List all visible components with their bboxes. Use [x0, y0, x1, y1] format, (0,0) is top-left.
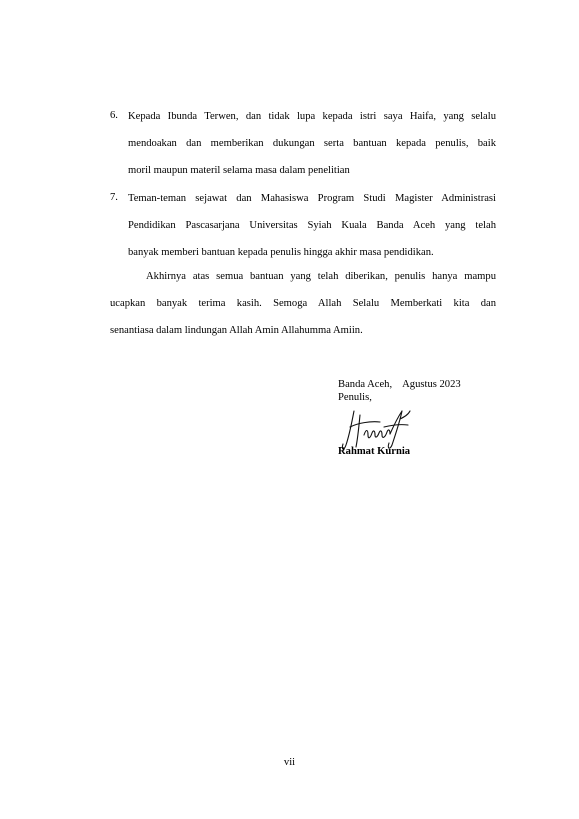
list-item-line: Kepada Ibunda Terwen, dan tidak lupa kepada istri saya Haifa, yang selalu — [128, 111, 496, 122]
list-item-number: 7. — [110, 192, 118, 203]
list-item-number: 6. — [110, 110, 118, 121]
place-date: Banda Aceh, Agustus 2023 — [338, 379, 461, 390]
list-item-line: Teman-teman sejawat dan Mahasiswa Program Studi Magister Administrasi — [128, 193, 496, 204]
paragraph-line: senantiasa dalam lindungan Allah Amin Allahumma Amiin. — [110, 325, 363, 336]
page-number: vii — [283, 757, 296, 768]
list-item-line: mendoakan dan memberikan dukungan serta bantuan kepada penulis, baik — [128, 138, 496, 149]
list-item-line: moril maupun materil selama masa dalam penelitian — [128, 165, 350, 176]
list-item-line: banyak memberi bantuan kepada penulis hingga akhir masa pendidikan. — [128, 247, 434, 258]
paragraph-line: ucapkan banyak terima kasih. Semoga Allah Selalu Memberkati kita dan — [110, 298, 496, 309]
paragraph-line: Akhirnya atas semua bantuan yang telah diberikan, penulis hanya mampu — [146, 271, 496, 282]
signature-block — [338, 378, 461, 404]
signer-role: Penulis, — [338, 392, 372, 403]
list-item-line: Pendidikan Pascasarjana Universitas Syiah Kuala Banda Aceh yang telah — [128, 220, 496, 231]
signer-name: Rahmat Kurnia — [338, 446, 411, 457]
